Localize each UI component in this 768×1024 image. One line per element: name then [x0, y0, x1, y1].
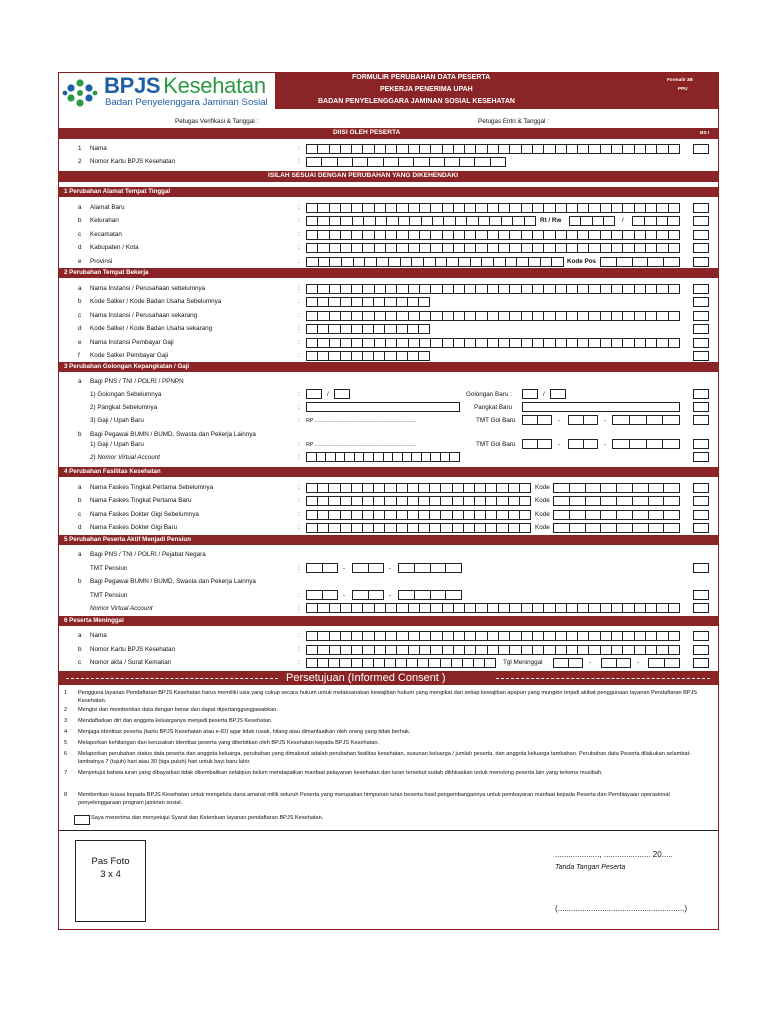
tmt-day-input[interactable]: [522, 439, 552, 449]
rp-field[interactable]: RP ....................................................................: [306, 442, 417, 448]
rp-field[interactable]: RP ....................................................................: [306, 418, 417, 424]
s2e-check-box[interactable]: [693, 338, 709, 348]
item-letter: c: [78, 231, 82, 238]
golongan-sebelumnya-input[interactable]: [306, 389, 322, 399]
s1-title: 1 Perubahan Alamat Tempat Tinggal: [64, 188, 171, 195]
tmt-year-input[interactable]: [612, 415, 680, 425]
colon: :: [298, 312, 300, 319]
kode-label: Kode: [535, 484, 550, 491]
tgl-meninggal-day-input[interactable]: [553, 658, 583, 668]
consent-item-6: Melaporkan perubahan status data peserta dan anggota keluarga, perubahan yang dimaksud adalah perubahan fasilitas kesehatan, susunan keluarga / jumlah peserta, dan anggota keluarga tambahan. Perubahan data Peserta dilakukan selambat-lambatnya 7 (tujuh) hari atau 30 (tiga puluh) hari untuk bayi baru lahir.: [78, 751, 691, 765]
colon: :: [298, 484, 300, 491]
gaji-baru-label: 3) Gaji / Upah Baru: [90, 417, 144, 424]
item-letter: d: [78, 524, 82, 531]
colon: :: [298, 339, 300, 346]
s2c-check-box[interactable]: [693, 311, 709, 321]
tmt-gol-baru-label: TMT Gol Baru: [476, 441, 516, 448]
consent-number: 3: [64, 718, 68, 724]
colon: :: [298, 605, 300, 612]
pangkat-baru-label: Pangkat Baru: [474, 404, 513, 411]
consent-item-1: Pengguna layanan Pendaftaran BPJS Kesehatan harus memiliki usia yang cukup secara hukum untuk melaksanakan kewajiban hukum yang mengikat dari setiap kewajiban apapun yang mungkin terjadi akibat penggunaan layanan Pendaftaran BPJS Kesehatan.: [78, 690, 698, 704]
kelurahan-check-box[interactable]: [693, 216, 709, 226]
item-letter: d: [78, 244, 82, 251]
tmt-pensiun-month-input[interactable]: [352, 590, 384, 600]
tgl-meninggal-month-input[interactable]: [601, 658, 631, 668]
akta-kematian-input[interactable]: [306, 658, 496, 668]
rt-input[interactable]: [569, 216, 615, 226]
dash: -: [389, 565, 392, 572]
row-number: 1: [78, 145, 82, 152]
item-letter: c: [78, 511, 82, 518]
s3a2-check-box[interactable]: [693, 402, 709, 412]
golongan-sebelumnya-label: 1) Golongan Sebelumnya: [90, 391, 162, 398]
colon: :: [298, 497, 300, 504]
instansi-pembayar-input[interactable]: [306, 338, 680, 348]
bagi-pegawai-label: Bagi Pegawai BUMN / BUMD, Swasta dan Pekerja Lainnya: [90, 431, 256, 438]
colon: :: [298, 325, 300, 332]
nomor-kartu-label: Nomor Kartu BPJS Kesehatan: [90, 158, 176, 165]
item-letter: a: [78, 204, 82, 211]
kode-faskes-input[interactable]: [553, 483, 680, 493]
colon: :: [298, 258, 300, 265]
s4-title: 4 Perubahan Fasilitas Kesehatan: [64, 468, 161, 475]
colon: :: [298, 158, 300, 165]
instansi-sebelumnya-label: Nama Instansi / Perusahaan sebelumnya: [90, 285, 206, 292]
s2-bar: [59, 268, 718, 278]
colon: :: [298, 441, 300, 448]
kabupaten-check-box[interactable]: [693, 243, 709, 253]
gaji-upah-baru-label: 1) Gaji / Upah Baru: [90, 441, 144, 448]
consent-divider: [59, 830, 718, 831]
consent-number: 2: [64, 707, 68, 713]
item-letter: a: [78, 285, 82, 292]
form-code: Formulir 3B: [667, 77, 693, 82]
consent-item-5: Melaporkan kehilangan dan kerusakan identitas peserta yang diterbitkan oleh BPJS Kesehatan kepada BPJS Kesehatan.: [78, 740, 380, 746]
kecamatan-input[interactable]: [306, 230, 680, 240]
golongan-baru-ruang-input[interactable]: [550, 389, 566, 399]
s2a-check-box[interactable]: [693, 284, 709, 294]
s3b1-check-box[interactable]: [693, 439, 709, 449]
kabupaten-input[interactable]: [306, 243, 680, 253]
kecamatan-check-box[interactable]: [693, 230, 709, 240]
faskes1-sebelumnya-label: Nama Faskes Tingkat Pertama Sebelumnya: [90, 484, 214, 491]
s5va-check-box[interactable]: [693, 603, 709, 613]
item-letter: b: [78, 578, 82, 585]
item-letter: b: [78, 298, 82, 305]
item-letter: d: [78, 325, 82, 332]
golongan-baru-input[interactable]: [522, 389, 538, 399]
dash: -: [343, 565, 346, 572]
photo-label: Pas Foto: [91, 856, 130, 867]
s6-title: 6 Peserta Meninggal: [64, 617, 124, 624]
signature-date[interactable]: ...................., ..................... 20.....: [555, 850, 673, 859]
faskes1-baru-input[interactable]: [306, 496, 531, 506]
kode-satker-sebelumnya-input[interactable]: [306, 297, 430, 307]
s2-title: 2 Perubahan Tempat Bekerja: [64, 269, 149, 276]
bagi-pegawai-pensiun-label: Bagi Pegawai BUMN / BUMD, Swasta dan Pekerja Lainnya: [90, 578, 256, 585]
dash: -: [589, 659, 592, 666]
tgl-meninggal-year-input[interactable]: [648, 658, 680, 668]
kode-pos-label: Kode Pos: [567, 258, 597, 265]
virtual-account-input[interactable]: [306, 452, 460, 462]
kode-satker-sekarang-label: Kode Satker / Kode Badan Usaha sekarang: [90, 325, 213, 332]
kode-satker-pembayar-input[interactable]: [306, 351, 430, 361]
s5b-check-box[interactable]: [693, 590, 709, 600]
slash: /: [622, 217, 624, 224]
consent-number: 5: [64, 740, 68, 746]
item-letter: b: [78, 497, 82, 504]
s6c-check-box[interactable]: [693, 658, 709, 668]
logo-emblem-icon: [61, 76, 99, 110]
logo-kesehatan: Kesehatan: [163, 73, 266, 98]
dash: -: [389, 592, 392, 599]
akta-kematian-label: Nomor akta / Surat Kematian: [90, 659, 172, 666]
peserta-section-title: DIISI OLEH PESERTA: [333, 129, 401, 136]
tmt-pensiun-day-input[interactable]: [306, 563, 338, 573]
colon: :: [298, 565, 300, 572]
s4b-check-box[interactable]: [693, 496, 709, 506]
dash: -: [604, 417, 607, 424]
slash: /: [543, 391, 545, 398]
colon: :: [298, 217, 300, 224]
dash: -: [604, 441, 607, 448]
tmt-day-input[interactable]: [522, 415, 552, 425]
colon: :: [298, 524, 300, 531]
instansi-sekarang-label: Nama Instansi / Perusahaan sekarang: [90, 312, 198, 319]
kode-satker-sebelumnya-label: Kode Satker / Kode Badan Usaha Sebelumnya: [90, 298, 222, 305]
virtual-account-label: 2) Nomor Virtual Account: [90, 454, 160, 461]
colon: :: [298, 231, 300, 238]
virtual-account-pensiun-label: Nomor Virtual Account: [90, 605, 153, 612]
s3a1-check-box[interactable]: [693, 389, 709, 399]
consent-number: 4: [64, 729, 68, 735]
colon: :: [298, 352, 300, 359]
slash: /: [327, 391, 329, 398]
consent-title: Persetujuan (Informed Consent ): [286, 672, 446, 684]
colon: :: [298, 244, 300, 251]
s3-title: 3 Perubahan Golongan Kepangkatan / Gaji: [64, 363, 190, 370]
s6a-check-box[interactable]: [693, 631, 709, 641]
photo-size: 3 x 4: [100, 869, 121, 880]
tmt-year-input[interactable]: [612, 439, 680, 449]
kecamatan-label: Kecamatan: [90, 231, 122, 238]
header-title-2: PEKERJA PENERIMA UPAH: [380, 86, 473, 93]
item-letter: c: [78, 659, 82, 666]
bpjs-logo: [60, 74, 275, 110]
rt-rw-label: Rt / Rw: [540, 217, 562, 224]
instansi-sebelumnya-input[interactable]: [306, 284, 680, 294]
s2b-check-box[interactable]: [693, 297, 709, 307]
rw-input[interactable]: [632, 216, 680, 226]
colon: :: [298, 404, 300, 411]
colon: :: [298, 592, 300, 599]
petugas-verifikasi: Petugas Verifikasi & Tanggal :: [175, 118, 259, 125]
isilah-section-title: ISILAH SESUAI DENGAN PERUBAHAN YANG DIKEHENDAKI: [268, 172, 459, 179]
consent-number: 6: [64, 751, 68, 757]
consent-dash-left: [66, 678, 278, 679]
faskes-gigi-baru-label: Nama Faskes Dokter Gigi Baru: [90, 524, 178, 531]
consent-dash-right: [496, 678, 710, 679]
alamat-check-box[interactable]: [693, 203, 709, 213]
kode-pos-input[interactable]: [600, 257, 680, 267]
dash: -: [558, 441, 561, 448]
s3b2-check-box[interactable]: [693, 452, 709, 462]
pangkat-sebelumnya-input[interactable]: [306, 402, 460, 412]
s4c-check-box[interactable]: [693, 510, 709, 520]
golongan-sebelumnya-ruang-input[interactable]: [334, 389, 350, 399]
consent-item-7: Menyetujui bahwa iuran yang dibayarkan tidak dikembalikan selalipun belum mendapatkan manfaat pelayanan kesehatan dan iuran tersebut sudah dikhkaskan untuk menolong peserta lain yang terkena musibah.: [78, 770, 603, 776]
item-letter: a: [78, 484, 82, 491]
kode-label: Kode: [535, 524, 550, 531]
header-title-1: FORMULIR PERUBAHAN DATA PESERTA: [352, 74, 491, 81]
faskes-gigi-baru-input[interactable]: [306, 523, 531, 533]
kode-satker-sekarang-input[interactable]: [306, 324, 430, 334]
s6-bar: [59, 616, 718, 626]
kode-label: Kode: [535, 511, 550, 518]
item-letter: e: [78, 258, 82, 265]
nama-meninggal-label: Nama: [90, 632, 107, 639]
tgl-meninggal-label: Tgl Meninggal: [503, 659, 543, 666]
consent-number: 1: [64, 690, 68, 696]
s2d-check-box[interactable]: [693, 324, 709, 334]
kode-satker-pembayar-label: Kode Satker Pembayar Gaji: [90, 352, 169, 359]
nomor-kartu-input[interactable]: [306, 157, 506, 167]
tmt-pensiun-label: TMT Pensiun: [90, 565, 128, 572]
colon: :: [298, 646, 300, 653]
tmt-month-input[interactable]: [568, 439, 598, 449]
item-letter: e: [78, 339, 82, 346]
colon: :: [298, 391, 300, 398]
logo-tagline: Badan Penyelenggara Jaminan Sosial: [105, 97, 268, 108]
colon: :: [298, 454, 300, 461]
kabupaten-label: Kabupaten / Kota: [90, 244, 139, 251]
bagi-pns-pensiun-label: Bagi PNS / TNI / POLRI / Pejabat Negara: [90, 551, 206, 558]
pangkat-sebelumnya-label: 2) Pangkat Sebelumnya: [90, 404, 158, 411]
item-letter: a: [78, 551, 82, 558]
bagi-pns-label: Bagi PNS / TNI / POLRI / PPNPN: [90, 378, 184, 385]
nama-label: Nama: [90, 145, 107, 152]
colon: :: [298, 204, 300, 211]
form-subcode: PPU: [678, 86, 688, 91]
faskes-gigi-sebelumnya-label: Nama Faskes Dokter Gigi Sebelumnya: [90, 511, 199, 518]
item-letter: c: [78, 312, 82, 319]
header-title-3: BADAN PENYELENGGARA JAMINAN SOSIAL KESEHATAN: [318, 98, 515, 105]
kode-faskes-input[interactable]: [553, 510, 680, 520]
consent-item-3: Mendaftarkan diri dan anggota keluarganya menjadi peserta BPJS Kesehatan.: [78, 718, 273, 724]
nama-check-box[interactable]: [693, 144, 709, 154]
kartu-meninggal-input[interactable]: [306, 645, 680, 655]
s6b-check-box[interactable]: [693, 645, 709, 655]
tmt-gol-baru-label: TMT Gol Baru: [476, 417, 516, 424]
tmt-pensiun-month-input[interactable]: [352, 563, 384, 573]
consent-number: 8: [64, 792, 68, 798]
instansi-sekarang-input[interactable]: [306, 311, 680, 321]
virtual-account-pensiun-input[interactable]: [306, 603, 680, 613]
colon: :: [298, 417, 300, 424]
item-letter: a: [78, 632, 82, 639]
tmt-pensiun-year-input[interactable]: [398, 590, 462, 600]
colon: :: [298, 145, 300, 152]
colon: :: [298, 632, 300, 639]
photo-box: [75, 840, 146, 922]
dash: -: [558, 417, 561, 424]
kode-faskes-input[interactable]: [553, 496, 680, 506]
consent-number: 7: [64, 770, 68, 776]
tmt-pensiun-year-input[interactable]: [398, 563, 462, 573]
kode-label: Kode: [535, 497, 550, 504]
petugas-entri: Petugas Entri & Tanggal :: [478, 118, 549, 125]
provinsi-label: Provinsi: [90, 258, 113, 265]
consent-checkbox-label: Saya menerima dan menyetujui Syarat dan Ketentuan layanan pendaftaran BPJS Kesehatan.: [91, 815, 324, 821]
dash: -: [637, 659, 640, 666]
logo-bpjs: BPJS: [104, 73, 161, 98]
faskes1-sebelumnya-input[interactable]: [306, 483, 531, 493]
faskes1-baru-label: Nama Faskes Tingkat Pertama Baru: [90, 497, 192, 504]
pangkat-baru-input[interactable]: [522, 402, 680, 412]
colon: :: [298, 659, 300, 666]
signature-name[interactable]: (.........................................................): [555, 904, 688, 913]
consent-item-4: Menjaga identitas peserta (kartu BPJS Kesehatan atau e-ID) agar tidak rusak, hilang atau dimanfaatkan oleh orang yang tidak berhak.: [78, 729, 411, 735]
nama-meninggal-input[interactable]: [306, 631, 680, 641]
faskes-gigi-sebelumnya-input[interactable]: [306, 510, 531, 520]
golongan-baru-label: Golongan Baru :: [466, 391, 512, 398]
alamat-baru-input[interactable]: [306, 203, 680, 213]
kelurahan-input[interactable]: [306, 216, 536, 226]
consent-item-8: Memberikan kuasa kepada BPJS Kesehatan untuk mengelola dana amanat milik seluruh Peserta yang merupakan himpunan iuran beserta hasil pengembangannya untuk pembayaran manfaat kepada Peserta dan Pembiayaan operasional penyelenggaraan program jaminan sosial.: [78, 792, 670, 806]
colon: :: [298, 298, 300, 305]
instansi-pembayar-label: Nama Instansi Pembayar Gaji: [90, 339, 174, 346]
dash: -: [343, 592, 346, 599]
tmt-month-input[interactable]: [568, 415, 598, 425]
consent-item-2: Mengisi dan memberikan data dengan benar dan dapat dipertanggungjawabkan.: [78, 707, 278, 713]
alamat-baru-label: Alamat Baru: [90, 204, 125, 211]
s3a3-check-box[interactable]: [693, 415, 709, 425]
tmt-pensiun-day-input[interactable]: [306, 590, 338, 600]
kartu-meninggal-label: Nomor Kartu BPJS Kesehatan: [90, 646, 176, 653]
s5a-check-box[interactable]: [693, 563, 709, 573]
tmt-pensiun-label: TMT Pensiun: [90, 592, 128, 599]
row-number: 2: [78, 158, 82, 165]
item-letter: b: [78, 646, 82, 653]
colon: :: [298, 285, 300, 292]
s5-title: 5 Perubahan Peserta Aktif Menjadi Pensiun: [64, 536, 191, 543]
provinsi-input[interactable]: [306, 257, 564, 267]
s4d-check-box[interactable]: [693, 523, 709, 533]
item-letter: b: [78, 217, 82, 224]
item-letter: a: [78, 378, 82, 385]
peserta-section-code: BS I: [700, 131, 710, 136]
nama-input[interactable]: [306, 144, 680, 154]
provinsi-check-box[interactable]: [693, 257, 709, 267]
item-letter: b: [78, 431, 82, 438]
colon: :: [298, 511, 300, 518]
s2f-check-box[interactable]: [693, 351, 709, 361]
kode-faskes-input[interactable]: [553, 523, 680, 533]
signature-label: Tanda Tangan Peserta: [555, 864, 626, 871]
s4a-check-box[interactable]: [693, 483, 709, 493]
consent-checkbox[interactable]: [74, 815, 90, 825]
item-letter: f: [78, 352, 80, 359]
kelurahan-label: Kelurahan: [90, 217, 119, 224]
